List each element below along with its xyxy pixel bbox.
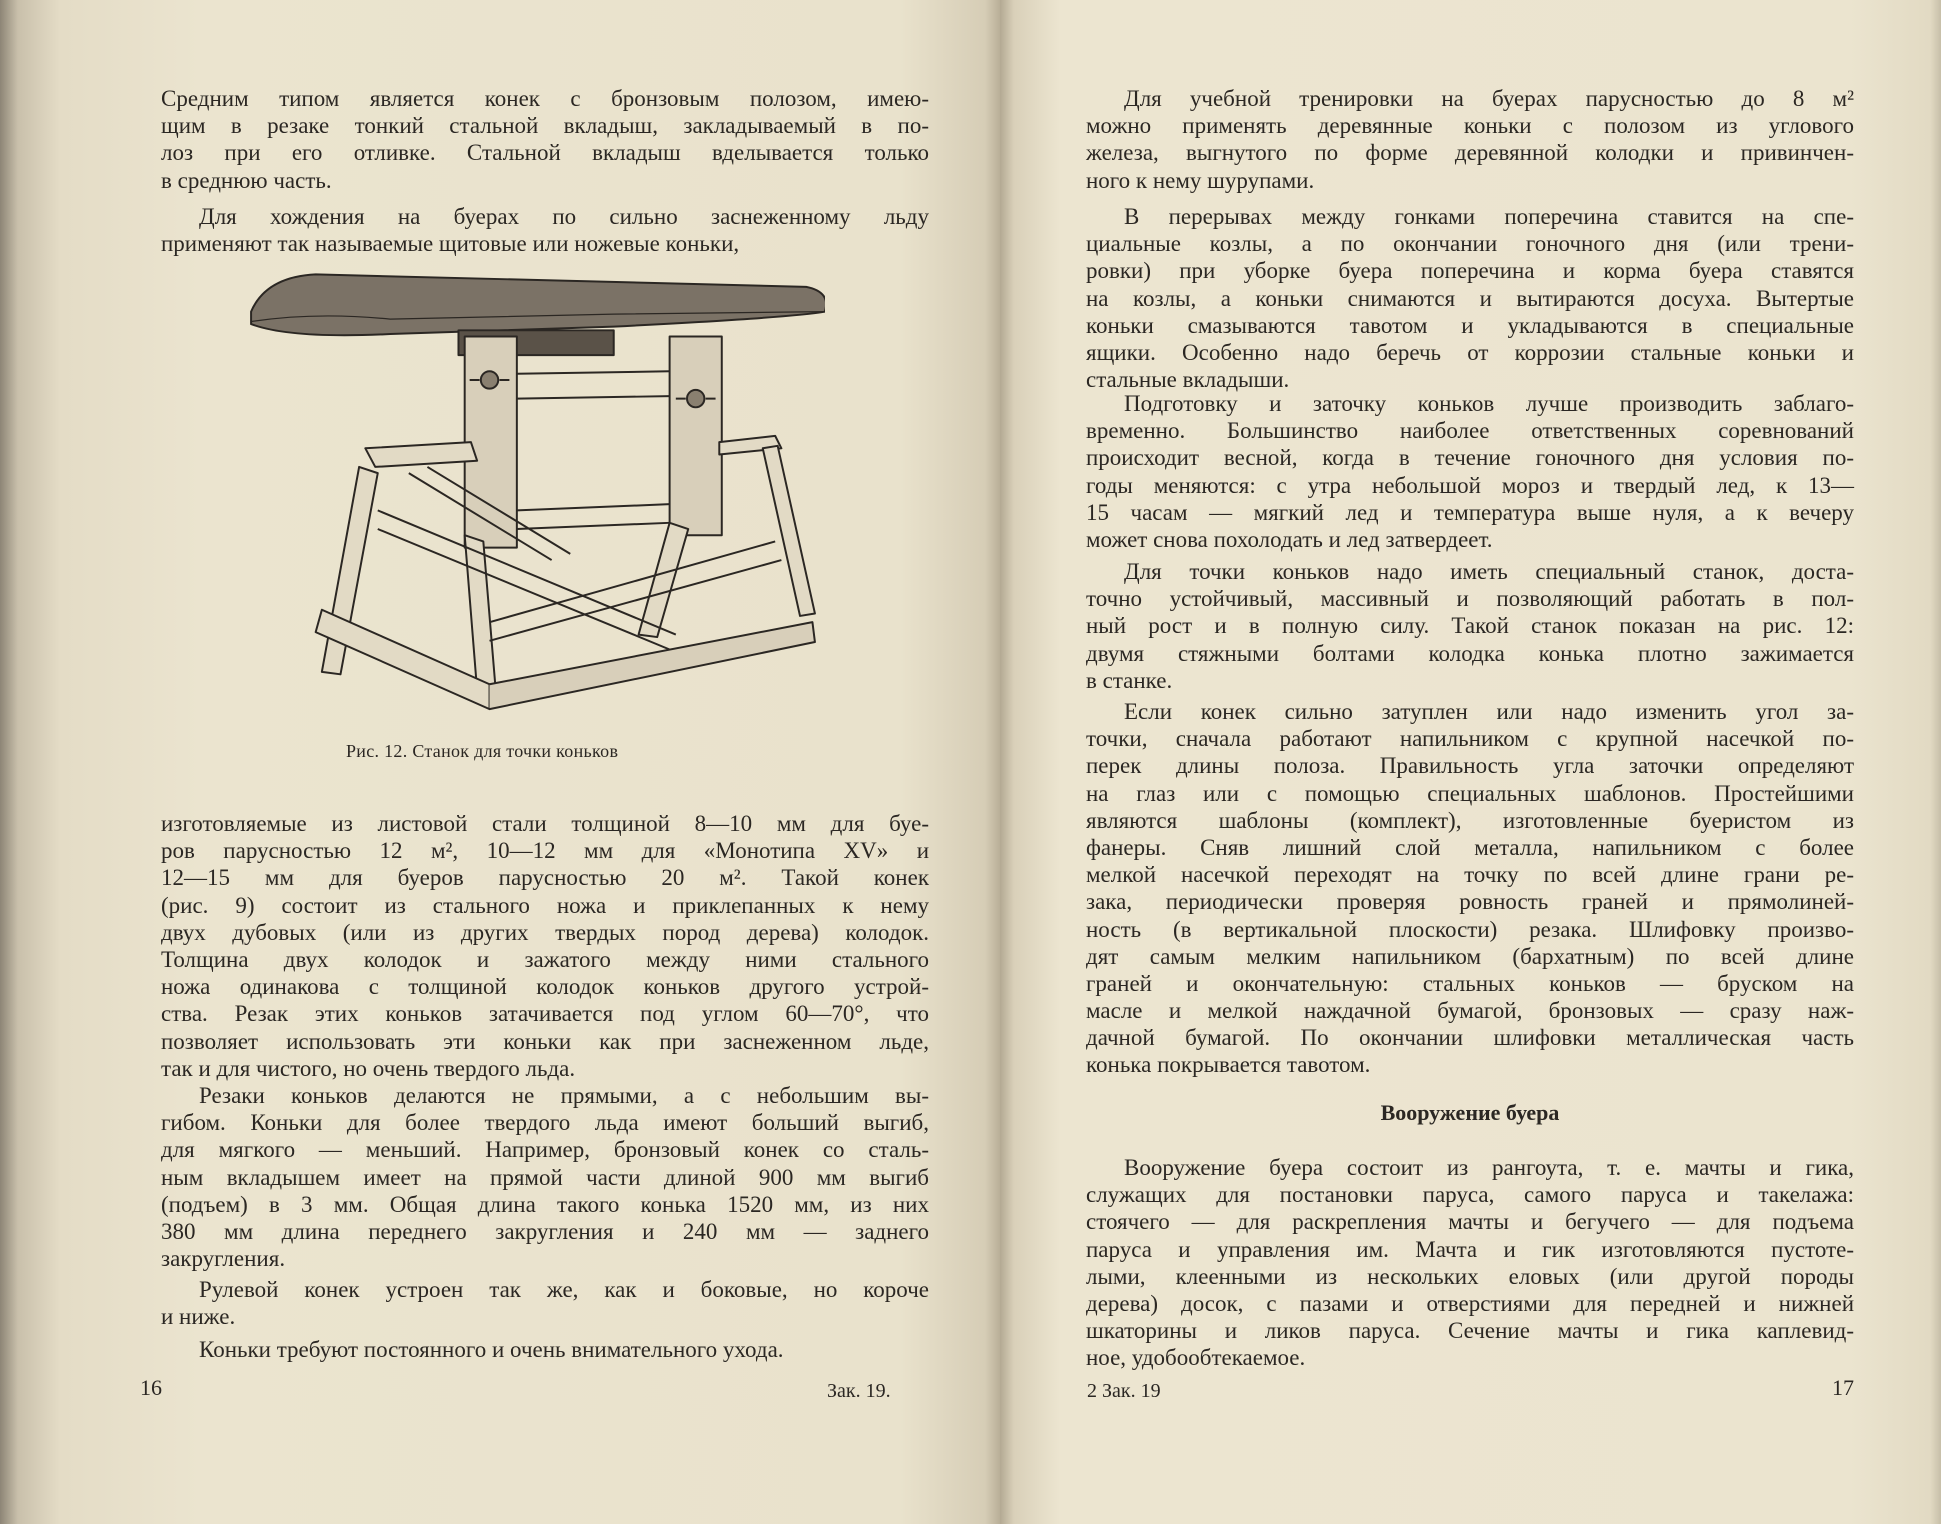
text-line: точки, сначала работают напильником с крупной насечкой по- xyxy=(1086,726,1854,752)
text-line: можно применять деревянные коньки с полозом из углового xyxy=(1086,113,1854,139)
text-line: закругления. xyxy=(161,1246,286,1272)
text-line: зака, периодически проверяя ровность граней и прямолиней- xyxy=(1086,889,1854,915)
text-line: ножа одинакова с толщиной колодок коньков другого устрой- xyxy=(161,974,929,1000)
text-line: может снова похолодать и лед затвердеет. xyxy=(1086,526,1493,552)
text-line: и ниже. xyxy=(161,1304,236,1330)
text-line: дерева) досок, с пазами и отверстиями для передней и нижней xyxy=(1086,1290,1854,1316)
text-line: происходит весной, когда в течение гоночного дня условия по- xyxy=(1086,445,1854,471)
printer-signature-left: Зак. 19. xyxy=(827,1380,891,1402)
text-line: Для учебной тренировки на буерах парусностью до 8 м² xyxy=(1124,86,1854,111)
text-line: ства. Резак этих коньков затачивается под углом 60—70°, что xyxy=(161,1001,929,1027)
text-line: паруса и управления им. Мачта и гик изготовляются пустоте- xyxy=(1086,1236,1854,1262)
text-line: (подъем) в 3 мм. Общая длина такого конька 1520 мм, из них xyxy=(161,1191,929,1217)
text-line: двух дубовых (или из других твердых пород дерева) колодок. xyxy=(161,919,929,945)
page-number-right: 17 xyxy=(1832,1375,1854,1400)
text-line: в станке. xyxy=(1086,667,1173,693)
text-line: В перерывах между гонками поперечина ставится на спе- xyxy=(1124,204,1854,229)
text-line: на козлы, а коньки снимаются и вытираются досуха. Вытертые xyxy=(1086,285,1854,311)
text-line: лоз при его отливке. Стальной вкладыш вделывается только xyxy=(161,140,929,166)
right-page-paragraph xyxy=(1086,1154,1854,1372)
text-line: железа, выгнутого по форме деревянной колодки и привинчен- xyxy=(1086,140,1854,166)
text-line: в среднюю часть. xyxy=(161,167,332,193)
text-line: ного к нему шурупами. xyxy=(1086,167,1315,193)
text-line: временно. Большинство наиболее ответственных соревнований xyxy=(1086,418,1854,444)
page-number-left: 16 xyxy=(140,1375,162,1400)
text-line: применяют так называемые щитовые или ножевые коньки, xyxy=(161,231,740,257)
text-line: так и для чистого, но очень твердого льда. xyxy=(161,1055,576,1081)
left-page-paragraph xyxy=(161,85,929,194)
text-line: 12—15 мм для буеров парусностью 20 м². Такой конек xyxy=(161,865,929,891)
text-line: точно устойчивый, массивный и позволяющий работать в пол- xyxy=(1086,586,1854,612)
text-line: дачной бумагой. По окончании шлифовки металлическая часть xyxy=(1086,1025,1854,1051)
text-line: Подготовку и заточку коньков лучше производить заблаго- xyxy=(1124,391,1854,416)
text-line: циальные козлы, а по окончании гоночного дня (или трени- xyxy=(1086,231,1854,257)
text-line: (рис. 9) состоит из стального ножа и приклепанных к нему xyxy=(161,892,929,918)
text-line: стоячего — для раскрепления мачты и бегучего — для подъема xyxy=(1086,1209,1854,1235)
text-line: ровки) при уборке буера поперечина и корма буера ставятся xyxy=(1086,258,1854,284)
text-line: щим в резаке тонкий стальной вкладыш, закладываемый в по- xyxy=(161,113,929,139)
right-page-paragraph xyxy=(1086,85,1854,194)
text-line: Коньки требуют постоянного и очень внимательного ухода. xyxy=(199,1337,784,1362)
text-line: Толщина двух колодок и зажатого между ними стального xyxy=(161,946,929,972)
text-line: ный рост и в полную силу. Такой станок показан на рис. 12: xyxy=(1086,613,1854,639)
text-line: Рулевой конек устроен так же, как и боковые, но короче xyxy=(199,1277,929,1302)
left-page-paragraph xyxy=(161,203,929,257)
text-line: коньки смазываются тавотом и укладываются в специальные xyxy=(1086,312,1854,338)
text-line: ное, удобообтекаемое. xyxy=(1086,1345,1306,1371)
left-page-paragraph xyxy=(161,1336,929,1363)
figure-sharpening-stand xyxy=(241,262,825,724)
text-line: являются шаблоны (комплект), изготовленные буеристом из xyxy=(1086,807,1854,833)
left-page-paragraph xyxy=(161,1276,929,1330)
text-line: граней и окончательную: стальных коньков — бруском на xyxy=(1086,970,1854,996)
text-line: ящики. Особенно надо беречь от коррозии стальные коньки и xyxy=(1086,339,1854,365)
text-line: ным вкладышем имеет на прямой части длиной 900 мм выгиб xyxy=(161,1164,929,1190)
text-line: Вооружение буера состоит из рангоута, т. е. мачты и гика, xyxy=(1124,1155,1854,1180)
text-line: масле и мелкой наждачной бумагой, бронзовых — сразу наж- xyxy=(1086,998,1854,1024)
printer-signature-right: 2 Зак. 19 xyxy=(1087,1380,1161,1402)
text-line: двумя стяжными болтами колодка конька плотно зажимается xyxy=(1086,640,1854,666)
text-line: для мягкого — меньший. Например, бронзовый конек со сталь- xyxy=(161,1137,929,1163)
section-heading: Вооружение буера xyxy=(1380,1100,1560,1125)
sharpening-stand-illustration xyxy=(241,262,825,724)
text-line: изготовляемые из листовой стали толщиной 8—10 мм для буе- xyxy=(161,811,929,836)
left-page-paragraph xyxy=(161,1082,929,1272)
text-line: стальные вкладыши. xyxy=(1086,367,1290,393)
text-line: мелкой насечкой переходят на точку по всей длине грани ре- xyxy=(1086,862,1854,888)
text-line: фанеры. Сняв лишний слой металла, напильником с более xyxy=(1086,834,1854,860)
text-line: служащих для постановки паруса, самого паруса и такелажа: xyxy=(1086,1182,1854,1208)
left-page-paragraph xyxy=(161,810,929,1082)
text-line: Для точки коньков надо иметь специальный станок, доста- xyxy=(1124,559,1854,584)
text-line: гибом. Коньки для более твердого льда имеют больший выгиб, xyxy=(161,1110,929,1136)
text-line: перек длины полоза. Правильность угла заточки определяют xyxy=(1086,753,1854,779)
right-page-paragraph xyxy=(1086,203,1854,393)
text-line: ров парусностью 12 м², 10—12 мм для «Монотипа XV» и xyxy=(161,838,929,864)
right-page-paragraph xyxy=(1086,390,1854,553)
text-line: Для хождения на буерах по сильно заснеженному льду xyxy=(199,204,929,229)
text-line: годы меняются: с утра небольшой мороз и твердый лед, к 13— xyxy=(1086,472,1854,498)
text-line: шкаторины и ликов паруса. Сечение мачты и гика каплевид- xyxy=(1086,1318,1854,1344)
text-line: на глаз или с помощью специальных шаблонов. Простейшими xyxy=(1086,780,1854,806)
text-line: лыми, клеенными из нескольких еловых (или другой породы xyxy=(1086,1263,1854,1289)
text-line: 380 мм длина переднего закругления и 240 мм — заднего xyxy=(161,1218,929,1244)
right-page-paragraph xyxy=(1086,558,1854,694)
text-line: конька покрывается тавотом. xyxy=(1086,1052,1371,1078)
text-line: Резаки коньков делаются не прямыми, а с небольшим вы- xyxy=(199,1083,929,1108)
text-line: дят самым мелким напильником (бархатным) по всей длине xyxy=(1086,943,1854,969)
text-line: 15 часам — мягкий лед и температура выше нуля, а к вечеру xyxy=(1086,499,1854,525)
text-line: ность (в вертикальной плоскости) резака. Шлифовку произво- xyxy=(1086,916,1854,942)
text-line: Средним типом является конек с бронзовым полозом, имею- xyxy=(161,86,929,111)
figure-caption: Рис. 12. Станок для точки коньков xyxy=(346,741,619,761)
text-line: Если конек сильно затуплен или надо изменить угол за- xyxy=(1124,699,1854,724)
text-line: позволяет использовать эти коньки как при заснеженном льде, xyxy=(161,1028,929,1054)
right-page-paragraph xyxy=(1086,698,1854,1079)
